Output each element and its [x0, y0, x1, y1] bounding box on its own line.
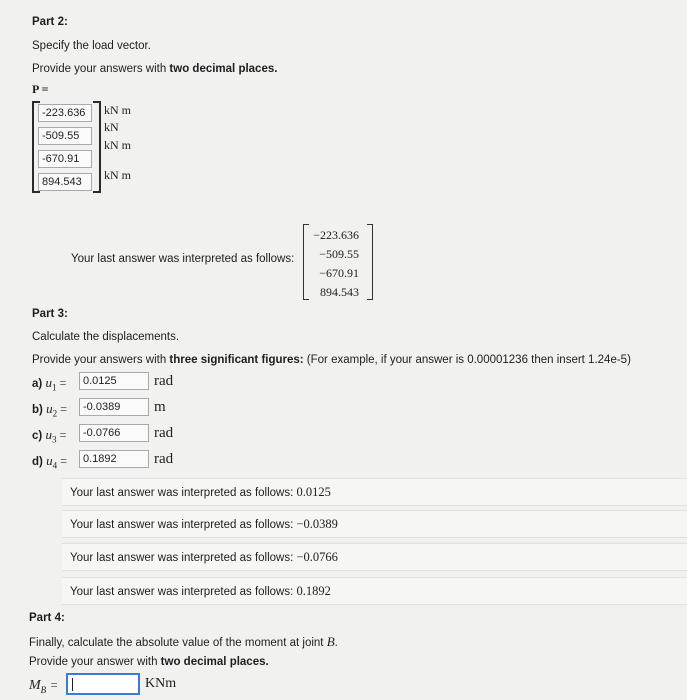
- part3-precision: [32, 354, 631, 366]
- part4-instruction: Finally, calculate the absolute value of the moment at joint B.: [29, 634, 338, 649]
- load-unit-2: kN: [104, 120, 119, 134]
- interpreted-feedback-u4: [62, 577, 687, 605]
- displacement-unit-u3: rad: [154, 425, 174, 441]
- interpreted-feedback-u2: [62, 510, 687, 538]
- interpreted-feedback-label: Your last answer was interpreted as follows:: [70, 586, 297, 598]
- displacement-unit-u2: m: [154, 399, 166, 415]
- load-interpreted-label: Your last answer was interpreted as follows:: [71, 253, 295, 265]
- moment-unit: KNm: [145, 676, 177, 691]
- part2-title: Part 2:: [32, 16, 68, 28]
- moment-label: $M_B$ =: [29, 678, 58, 696]
- load-interpreted-matrix: [303, 224, 373, 300]
- precision-prefix: Provide your answers with: [32, 354, 170, 366]
- load-unit-1: kN m: [104, 103, 131, 117]
- displacement-label-b: b) $u_2$ =: [32, 401, 67, 419]
- part2-precision: [32, 63, 277, 75]
- part4-precision: [29, 656, 269, 668]
- displacement-label-a: a) $u_1$ =: [32, 375, 67, 393]
- precision-bold: two decimal places.: [169, 63, 278, 75]
- interpreted-feedback-value: −0.0389: [296, 517, 338, 531]
- interpreted-value-2: −509.55: [319, 247, 359, 261]
- interpreted-feedback-label: Your last answer was interpreted as follows:: [70, 487, 297, 499]
- load-unit-4: kN m: [104, 168, 131, 182]
- displacement-unit-u1: rad: [154, 373, 174, 389]
- part4-title: Part 4:: [29, 612, 65, 624]
- load-input-2[interactable]: -509.55: [38, 127, 92, 145]
- interpreted-feedback-u1: [62, 478, 687, 506]
- displacement-label-c: c) $u_3$ =: [32, 427, 67, 445]
- precision-suffix: (For example, if your answer is 0.00001236 then insert 1.24e-5): [303, 354, 631, 366]
- displacement-label-d: d) $u_4$ =: [32, 453, 67, 471]
- displacement-input-u1[interactable]: 0.0125: [79, 372, 149, 390]
- displacement-input-u2[interactable]: -0.0389: [79, 398, 149, 416]
- load-input-3[interactable]: -670.91: [38, 150, 92, 168]
- interpreted-feedback-value: 0.0125: [296, 485, 331, 499]
- interpreted-feedback-value: 0.1892: [296, 584, 331, 598]
- load-vector-label: P =: [32, 82, 49, 96]
- precision-prefix: Provide your answer with: [29, 656, 161, 668]
- displacement-unit-u4: rad: [154, 451, 174, 467]
- interpreted-feedback-label: Your last answer was interpreted as follows:: [70, 552, 297, 564]
- interpreted-feedback-u3: [62, 543, 687, 571]
- part2-instruction: Specify the load vector.: [32, 40, 151, 52]
- load-input-4[interactable]: 894.543: [38, 173, 92, 191]
- matrix-right-bracket: [93, 101, 101, 193]
- interpreted-left-bracket: [303, 224, 309, 300]
- moment-input[interactable]: [66, 673, 140, 695]
- interpreted-value-3: −670.91: [319, 266, 359, 280]
- load-input-1[interactable]: -223.636: [38, 104, 92, 122]
- interpreted-feedback-value: −0.0766: [296, 550, 338, 564]
- displacement-input-u4[interactable]: 0.1892: [79, 450, 149, 468]
- interpreted-value-1: −223.636: [313, 228, 359, 242]
- part3-instruction: Calculate the displacements.: [32, 331, 180, 343]
- text-caret: [72, 678, 73, 691]
- interpreted-right-bracket: [367, 224, 373, 300]
- precision-prefix: Provide your answers with: [32, 63, 170, 75]
- precision-bold: three significant figures:: [169, 354, 304, 366]
- precision-bold: two decimal places.: [160, 656, 269, 668]
- interpreted-feedback-label: Your last answer was interpreted as follows:: [70, 519, 297, 531]
- interpreted-value-4: 894.543: [320, 285, 359, 299]
- load-unit-3: kN m: [104, 138, 131, 152]
- displacement-input-u3[interactable]: -0.0766: [79, 424, 149, 442]
- part3-title: Part 3:: [32, 308, 68, 320]
